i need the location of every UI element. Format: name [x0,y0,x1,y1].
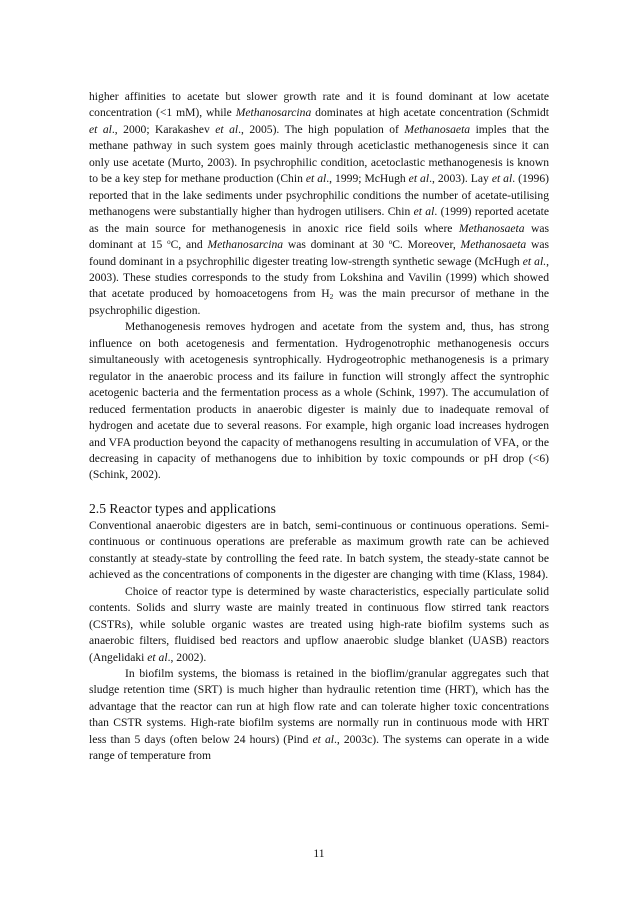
italic-term: et al. [522,254,547,268]
paragraph-biofilm: In biofilm systems, the biomass is retained in the bioflim/granular aggregates such that sludge retention time (SRT) is much higher than hydraulic retention time (HRT), which has the advantage that the reactor can run at high flow rate and can tolerate higher toxic concentrations than CSTR systems. High-rate biofilm systems are normally run in continuous mode with HRT less than 5 days (often below 24 hours) (Pind et al., 2003c). The systems can operate in a wide range of temperature from [89,666,549,763]
italic-term: et al [89,122,112,136]
italic-term: et al [147,650,168,664]
paragraph-methanosaeta: higher affinities to acetate but slower growth rate and it is found dominant at low acetate concentration (<1 mM), while Methanosarcina dominates at high acetate concentration (Schmidt et al., 2000; Karakashev et al., 2005). The high population of Methanosaeta imples that the methane pathway in such system goes mainly through aceticlastic methanogenesis since it can only use acetate (Murto, 2003). In psychrophilic condition, acetoclastic methanogenesis is known to be a key step for methane production (Chin et al., 1999; McHugh et al., 2003). Lay et al. (1996) reported that in the lake sediments under psychrophilic conditions the number of acetate-utilising methanogens were substantially higher than hydrogen utilisers. Chin et al. (1999) reported acetate as the main source for methanogenesis in anoxic rice field soils where Methanosaeta was dominant at 15 $^o$C, and Methanosarcina was dominant at 30 $^o$C. Moreover, Methanosaeta was found dominant in a psychrophilic digester treating low-strength synthetic sewage (McHugh et al., 2003). These studies corresponds to the study from Lokshina and Vavilin (1999) which showed that acetate produced by homoacetogens from $H_2$ was the main precursor of methane in the psychrophilic digestion. [89,90,550,317]
section-heading: 2.5 Reactor types and applications [89,500,276,516]
degree-superscript: o [388,238,393,247]
page-body [89,89,549,765]
degree-superscript: o [167,238,171,247]
italic-term: Methanosaeta [458,221,525,235]
paragraph-digesters: Conventional anaerobic digesters are in batch, semi-continuous or continuous operations. Semi-continuous or continuous operations are preferable as maximum growth rate can be achieved constantly at steady-state by controlling the feed rate. In batch system, the steady-state cannot be achieved as the concentrations of components in the digester are changing with time (Klass, 1984). [89,518,549,582]
italic-term: Methanosaeta [404,122,471,136]
italic-term: Methanosarcina [235,106,312,120]
italic-term: et al [491,172,513,186]
paragraph-reactor-choice: Choice of reactor type is determined by waste characteristics, especially particulate solid contents. Solids and slurry waste are mainly treated in continuous flow stirred tank reactors (CSTRs), while soluble organic wastes are treated using high-rate biofilm systems such as anaerobic filters, fluidised bed reactors and upflow anaerobic sludge blanket (UASB) reactors (Angelidaki et al., 2002). [89,584,549,664]
italic-term: et al [305,172,327,186]
subscript: 2 [329,292,334,302]
page-number: 11 [313,847,325,860]
italic-term: et al [408,172,430,186]
paragraph-methanogenesis: Methanogenesis removes hydrogen and acetate from the system and, thus, has strong influence on both acetogenesis and fermentation. Hydrogenotrophic methanogenesis occurs simultaneously with acetogenesis syntrophically. Hydrogeotrophic methanogenesis is a primary regulator in the anaerobic process and its failure in function will strongly affect the syntrophic acetogenic bacteria and the fermentation process as a whole (Schink, 1997). The accumulation of reduced fermentation products in anaerobic digester is mainly due to inadequate removal of hydrogen and acetate due to several reasons. For example, high organic load increases hydrogen and VFA production beyond the capacity of methanogens resulting in accumulation of VFA, or the decreasing in capacity of methanogens due to inhibition by toxic compounds or pH drop (<6) (Schink, 2002). [89,320,549,482]
italic-term: et al [312,732,334,746]
italic-term: Methanosaeta [460,238,527,252]
italic-term: et al [413,205,435,219]
italic-term: Methanosarcina [207,238,284,252]
italic-term: et al [215,122,239,136]
